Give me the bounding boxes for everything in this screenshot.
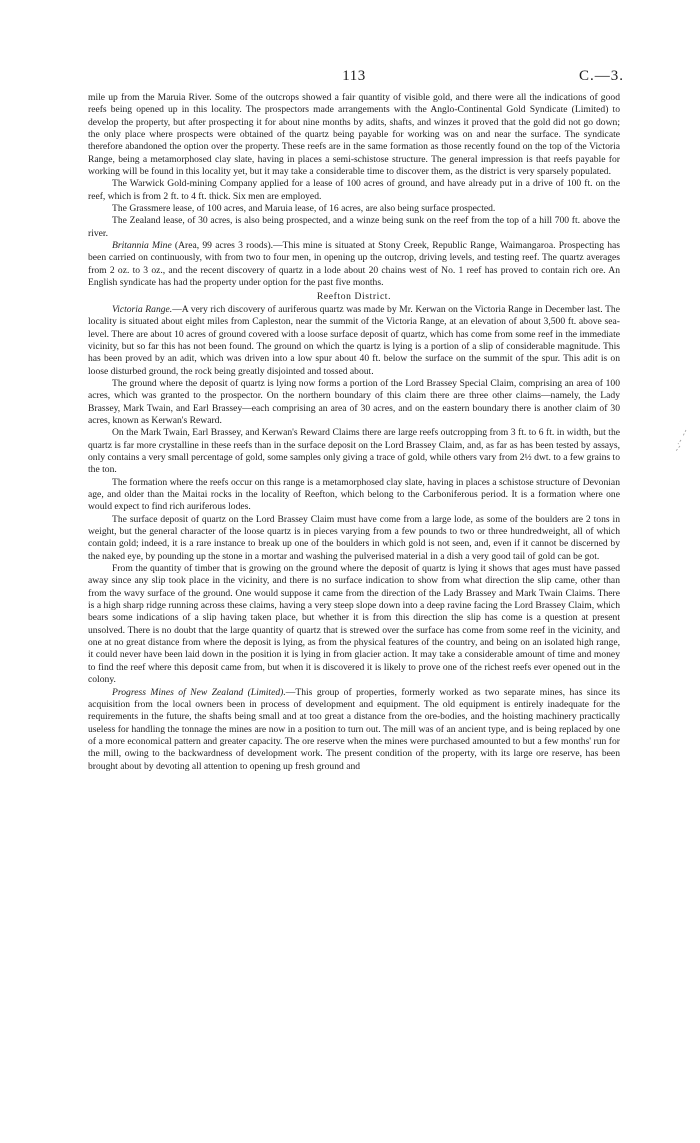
body-text (88, 92, 620, 773)
paragraph: Britannia Mine (Area, 99 acres 3 roods).—This mine is situated at Stony Creek, Republic Range, Waimangaroa. Prospecting has been carried on continuously, with from two to four men, in opening up the outcrop, driving levels, and testing reef. The quartz averages from 2 oz. to 3 oz., and the recent discovery of quartz in a lode about 20 chains west of No. 1 reef has proved to contain rich ore. An English syndicate has had the property under option for the past five months. (88, 240, 621, 289)
paragraph: The surface deposit of quartz on the Lord Brassey Claim must have come from a large lode, as some of the boulders are 2 tons in weight, but the general character of the loose quartz is in pieces varying from a few pounds to two or three hundredweight, all of which contain gold; indeed, it is a rare instance to break up one of the boulders in which gold is not seen, and, even if it cannot be discerned by the naked eye, by pounding up the stone in a mortar and washing the pulverised material in a dish a very good tail of gold can be got. (88, 513, 620, 562)
paragraph: Victoria Range.—A very rich discovery of auriferous quartz was made by Mr. Kerwan on the Victoria Range in December last. The locality is situated about eight miles from Capleston, near the summit of the Victoria Range, at an elevation of about 3,500 ft. above sea-level. There are about 10 acres of ground covered with a loose surface deposit of quartz, which has come from some reef in the immediate vicinity, but so far this has not been found. The ground on which the quartz is lying is a portion of a slip of considerable magnitude. This has been proved by an adit, which was driven into a low spur about 40 ft. below the surface on the summit of the spur. This adit is on loose disturbed ground, the rock being greatly disjointed and tossed about. (88, 303, 620, 377)
paragraph: mile up from the Maruia River. Some of the outcrops showed a fair quantity of visible gold, and there were all the indications of good reefs being opened up in this locality. The prospectors made arrangements with the Anglo-Continental Gold Syndicate (Limited) to develop the property, but after prospecting it for about nine months by adits, shafts, and winzes it proved that the gold did not go down; the only place where prospects were obtained of the quartz being payable for working was on and near the surface. The syndicate therefore abandoned the option over the property. These reefs are in the same formation as those recently found on the top of the Victoria Range, being a metamorphosed clay slate, having in places a semi-schistose structure. The general impression is that reefs payable for working will be found in this locality yet, but it may take a considerable time to discover them, as the district is very sparsely populated. (88, 92, 620, 178)
document-reference: C.—3. (578, 68, 624, 84)
paragraph: The ground where the deposit of quartz is lying now forms a portion of the Lord Brassey Special Claim, comprising an area of 100 acres, which was granted to the prospector. On the northern boundary of this claim there are three other claims—namely, the Lady Brassey, Mark Twain, and Earl Brassey—each comprising an area of 30 acres, and on the eastern boundary there is another claim of 30 acres, known as Kerwan's Reward. (88, 377, 620, 426)
paragraph: On the Mark Twain, Earl Brassey, and Kerwan's Reward Claims there are large reefs outcropping from 3 ft. to 6 ft. in width, but the quartz is far more crystalline in these reefs than in the surface deposit on the Lord Brassey Claim, and, as far as has been tested by assays, only contains a very small percentage of gold, some samples only giving a trace of gold, while others vary from 2½ dwt. to a few grains to the ton. (88, 427, 620, 476)
paragraph: The Zealand lease, of 30 acres, is also being prospected, and a winze being sunk on the reef from the top of a hill 700 ft. above the river. (88, 215, 620, 239)
page-number: 113 (342, 68, 366, 84)
paragraph: The Grassmere lease, of 100 acres, and Maruia lease, of 16 acres, are also being surface prospected. (112, 203, 496, 215)
paragraph: The formation where the reefs occur on this range is a metamorphosed clay slate, having in places a schistose structure of Devonian age, and older than the Maitai rocks in the locality of Reefton, which belong to the Carboniferous period. It is a formation where one would expect to find rich auriferous lodes. (88, 476, 620, 513)
paragraph-lead: Victoria Range. (112, 303, 173, 315)
page-header (84, 68, 624, 88)
margin-pencil-mark (672, 428, 690, 454)
paragraph: The Warwick Gold-mining Company applied for a lease of 100 acres of ground, and have already put in a drive of 100 ft. on the reef, which is from 2 ft. to 4 ft. thick. Six men are employed. (88, 178, 620, 202)
paragraph-lead: Progress Mines of New Zealand (Limited). (112, 686, 286, 698)
paragraph: From the quantity of timber that is growing on the ground where the deposit of quartz is lying it shows that ages must have passed away since any slip took place in the vicinity, and there is no surface indication to show from what direction the slip came, other than from the wavy surface of the ground. One would suppose it came from the direction of the Lady Brassey and Mark Twain Claims. There is a high sharp ridge running across these claims, having a very steep slope down into a deep ravine facing the Lord Brassey Claim, which bears some indications of a slip having taken place, but whether it is from this direction the slip has come is a question at present unsolved. There is no doubt that the large quantity of quartz that is strewed over the surface has come from some reef in the vicinity, and one at no great distance from where the deposit is lying, as from the physical features of the country, and being on an isolated high range, it could never have been laid down in the position it is lying in from glacier action. It may take a considerable amount of time and money to find the reef where this deposit came from, but when it is discovered it is likely to prove one of the richest reefs ever opened out in the colony. (88, 563, 620, 686)
paragraph: Progress Mines of New Zealand (Limited).—This group of properties, formerly worked as two separate mines, has since its acquisition from the local owners been in process of development and equipment. The old equipment is entirely inadequate for the requirements in the future, the shafts being small and at too great a distance from the ore-bodies, and the hoisting machinery practically useless for handling the tonnage the mines are now in a position to turn out. The mill was of an ancient type, and is being replaced by one of a more economical pattern and greater capacity. The ore reserve when the mines were purchased amounted to but a few months' run for the mill, owing to the backwardness of development work. The present condition of the property, with its large ore reserve, has been brought about by devoting all attention to opening up fresh ground and (88, 686, 620, 772)
section-heading: Reefton District. (316, 290, 392, 302)
paragraph-lead: Britannia Mine (112, 240, 172, 252)
